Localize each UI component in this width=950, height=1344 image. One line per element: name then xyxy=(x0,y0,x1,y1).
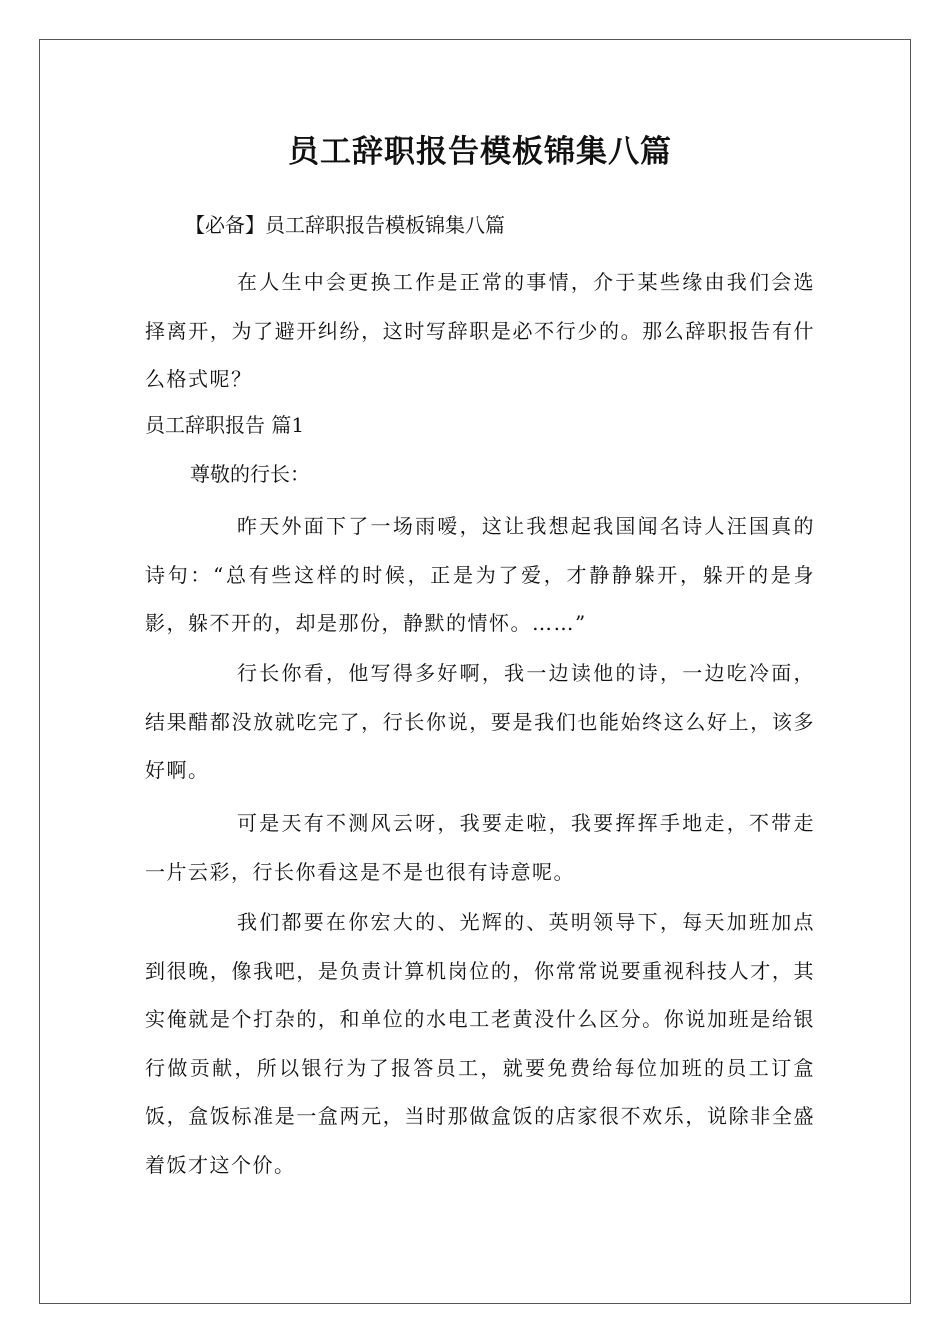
letter-salutation: 尊敬的行长： xyxy=(190,462,310,486)
body-paragraph-2: 行长你看，他写得多好啊，我一边读他的诗，一边吃冷面，结果醋都没放就吃完了，行长你说，要是我们也能始终这么好上，该多好啊。 xyxy=(145,661,815,782)
body-paragraph-4: 我们都要在你宏大的、光辉的、英明领导下，每天加班加点到很晚，像我吧，是负责计算机岗位的，你常常说要重视科技人才，其实俺就是个打杂的，和单位的水电工老黄没什么区分。你说加班是给银行做贡献，所以银行为了报答员工，就要免费给每位加班的员工订盒饭，盒饭标准是一盒两元，当时那做盒饭的店家很不欢乐，说除非全盛着饭才这个价。 xyxy=(145,910,815,1177)
body-paragraph-3: 可是天有不测风云呀，我要走啦，我要挥挥手地走，不带走一片云彩，行长你看这是不是也很有诗意呢。 xyxy=(145,811,815,884)
document-title: 员工辞职报告模板锦集八篇 xyxy=(288,134,672,170)
section-heading: 员工辞职报告 篇1 xyxy=(145,413,305,437)
intro-paragraph: 在人生中会更换工作是正常的事情，介于某些缘由我们会选择离开，为了避开纠纷，这时写辞职是必不行少的。那么辞职报告有什么格式呢？ xyxy=(145,270,815,391)
body-paragraph-1: 昨天外面下了一场雨嗳，这让我想起我国闻名诗人汪国真的诗句：“总有些这样的时候，正是为了爱，才静静躲开，躲开的是身影，躲不开的，却是那份，静默的情怀。……” xyxy=(145,514,815,635)
document-subtitle: 【必备】员工辞职报告模板锦集八篇 xyxy=(185,213,505,237)
